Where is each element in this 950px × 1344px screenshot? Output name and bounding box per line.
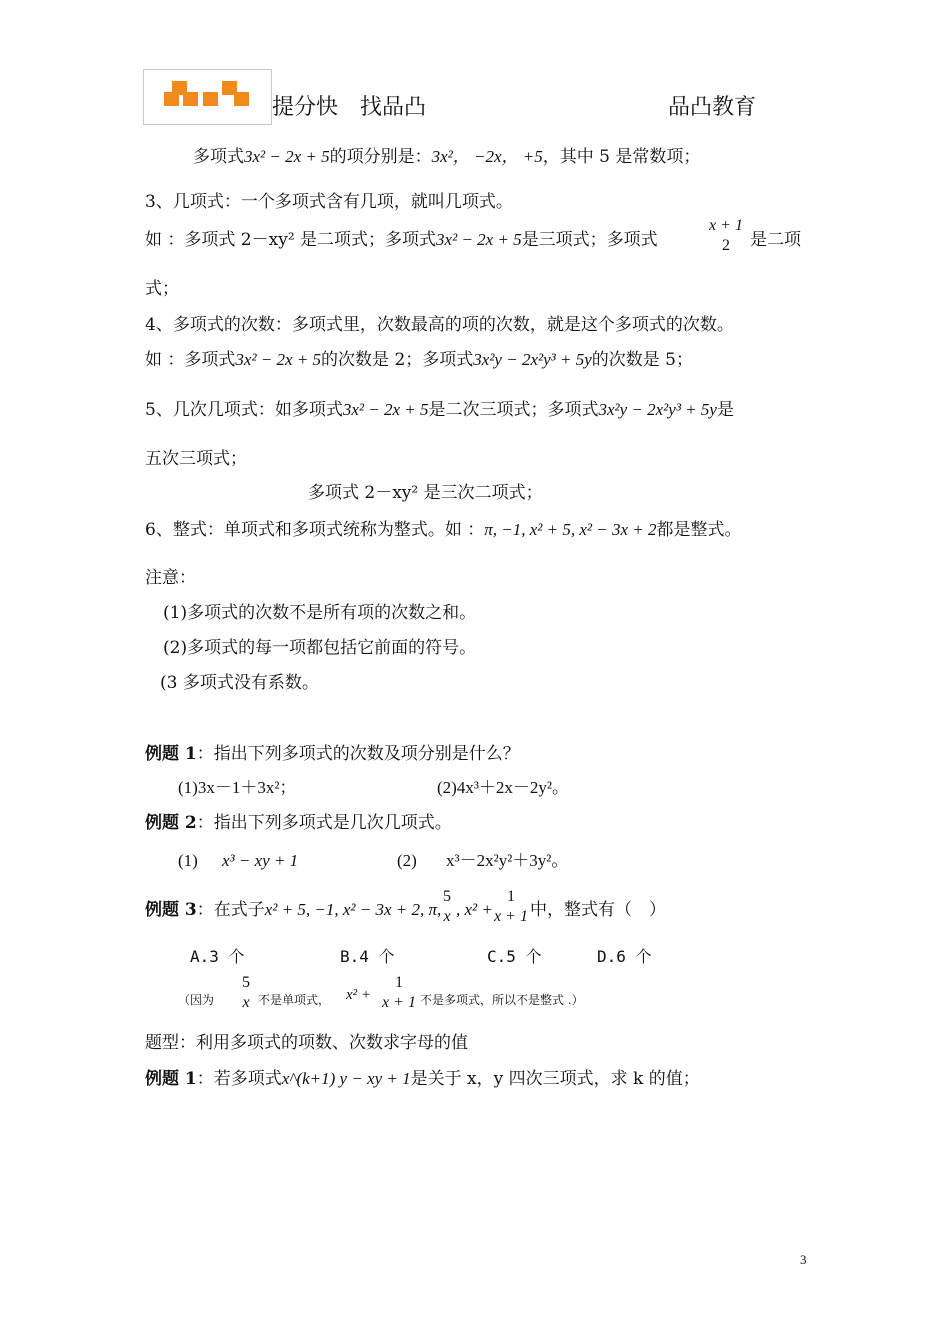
note-item: (1)多项式的次数不是所有项的次数之和。: [163, 603, 477, 623]
terms-line: 多项式3x² − 2x + 5的项分别是：3x²， −2x， +5，其中 5 是常数项；: [193, 147, 701, 167]
logo-square: [183, 92, 198, 106]
fraction-1-over-x-plus-1: 1 x + 1: [494, 888, 528, 925]
hint-start: （因为: [178, 993, 215, 1007]
section-5-line: 5、几次几项式：如多项式3x² − 2x + 5是二次三项式；多项式3x²y − 2x²y³ + 5y是: [145, 400, 734, 420]
section-4-title: 4、多项式的次数：多项式里，次数最高的项的次数，就是这个多项式的次数。: [145, 315, 734, 335]
section-4-example: 如 ：多项式3x² − 2x + 5的次数是 2；多项式3x²y − 2x²y³ + 5y的次数是 5；: [145, 350, 693, 370]
note-title: 注意：: [145, 568, 196, 588]
section-3-title: 3、几项式：一个多项式含有几项，就叫几项式。: [145, 192, 513, 212]
option-a: A.3 个: [190, 947, 245, 966]
fraction-5-over-x: 5 x: [443, 888, 451, 925]
logo-square: [234, 92, 249, 106]
example-2-part-1-expr: x³ − xy + 1: [222, 851, 299, 870]
example-1-part-2: (2)4x³＋2x－2y²。: [437, 778, 570, 797]
example-3-end: 中，整式有（ ）: [530, 900, 666, 920]
example-2-part-1-label: (1): [178, 851, 198, 870]
example-2-part-2-label: (2): [397, 851, 417, 870]
fraction-x-plus-1-over-2: x + 1 2: [709, 217, 743, 254]
section-5-line-cont: 五次三项式；: [145, 449, 247, 469]
option-d: D.6 个: [597, 947, 652, 966]
logo-square: [203, 92, 218, 106]
example-3-mid: , x² +: [456, 900, 493, 919]
logo: [143, 69, 272, 125]
page-number: 3: [800, 1252, 807, 1267]
note-item: (3 多项式没有系数。: [160, 673, 319, 693]
hint-end: 不是多项式，所以不是整式 .）: [420, 993, 584, 1007]
example-1: 例题 1：指出下列多项式的次数及项分别是什么？: [145, 744, 520, 764]
example-4: 例题 1：若多项式x^(k+1) y − xy + 1是关于 x，y 四次三项式，求 k 的值；: [145, 1069, 700, 1089]
section-3-example-cont: 式；: [145, 279, 179, 299]
question-type-title: 题型：利用多项式的项数、次数求字母的值: [145, 1033, 468, 1053]
section-5-example: 多项式 2－xy² 是三次二项式；: [308, 483, 543, 503]
hint-fraction-1-over-x-plus-1: 1 x + 1: [382, 974, 416, 1011]
section-6-line: 6、整式：单项式和多项式统称为整式。如 ：π, −1, x² + 5, x² − 3x + 2都是整式。: [145, 520, 742, 540]
header-slogan: 提分快 找品凸: [272, 95, 427, 120]
example-3: 例题 3：在式子x² + 5, −1, x² − 3x + 2, π,: [145, 900, 442, 920]
header-brand: 品凸教育: [668, 95, 757, 120]
option-c: C.5 个: [487, 947, 542, 966]
section-3-example: 如 ：多项式 2－xy² 是二项式；多项式3x² − 2x + 5是三项式；多项式: [145, 230, 658, 250]
section-3-example-end: 是二项: [750, 230, 801, 250]
hint-expr: x² +: [346, 987, 372, 1003]
example-1-part-1: (1)3x－1＋3x²；: [178, 778, 297, 797]
note-item: (2)多项式的每一项都包括它前面的符号。: [163, 638, 477, 658]
example-2: 例题 2：指出下列多项式是几次几项式。: [145, 813, 452, 833]
hint-mid: 不是单项式，: [258, 993, 331, 1007]
example-2-part-2-expr: x³－2x²y²＋3y²。: [446, 851, 569, 870]
hint-fraction-5-over-x: 5 x: [242, 974, 250, 1011]
option-b: B.4 个: [340, 947, 395, 966]
